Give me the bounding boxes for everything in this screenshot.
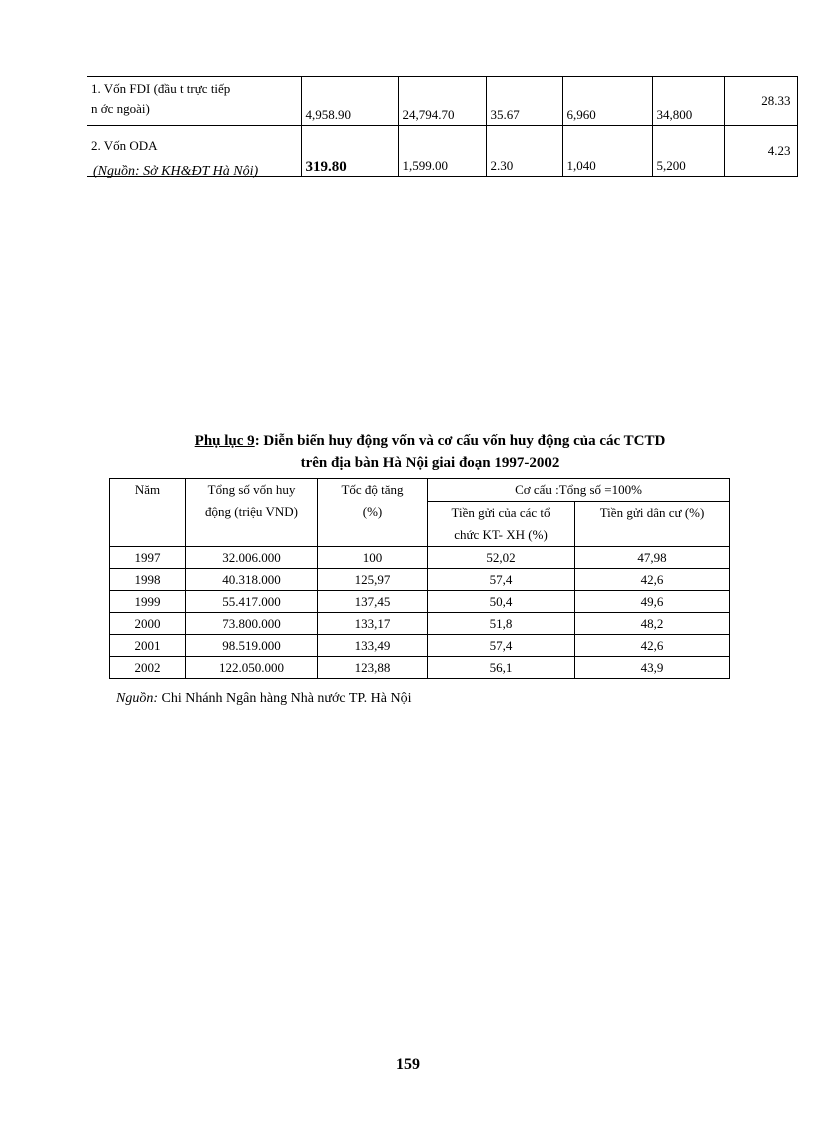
cell-growth: 125,97	[318, 569, 428, 591]
source-note	[116, 691, 411, 707]
cell-year: 2000	[110, 613, 186, 635]
cell-growth: 100	[318, 547, 428, 569]
appendix-label: Phụ lục 9	[194, 433, 255, 449]
cell-resident: 42,6	[575, 569, 730, 591]
table-row	[110, 591, 730, 613]
row-label	[87, 77, 301, 126]
table-cell: 34,800	[652, 77, 724, 126]
table-cell: 1,599.00	[398, 126, 486, 177]
cell-total: 32.006.000	[186, 547, 318, 569]
table-cell: 1,040	[562, 126, 652, 177]
header-line: Tốc độ tăng	[341, 482, 404, 497]
cell-year: 2001	[110, 635, 186, 657]
table-cell: 28.33	[724, 77, 797, 126]
table-row	[110, 547, 730, 569]
row-label: 2. Vốn ODA	[87, 126, 301, 177]
appendix-subtitle: trên địa bàn Hà Nội giai đoạn 1997-2002	[300, 455, 560, 471]
table-cell: 4.23	[724, 126, 797, 177]
cell-org: 57,4	[428, 569, 575, 591]
header-year: Năm	[110, 479, 186, 547]
cell-growth: 133,17	[318, 613, 428, 635]
header-total	[186, 479, 318, 547]
table-row	[110, 657, 730, 679]
capital-table-continuation	[87, 76, 798, 177]
table-row	[87, 77, 797, 126]
cell-total: 122.050.000	[186, 657, 318, 679]
cell-total: 73.800.000	[186, 613, 318, 635]
appendix-title-text: : Diễn biến huy động vốn và cơ cấu vốn huy động của các TCTD	[254, 433, 666, 449]
appendix-title	[100, 430, 760, 452]
table-row	[110, 569, 730, 591]
source-label: Nguồn:	[116, 691, 158, 706]
cell-resident: 48,2	[575, 613, 730, 635]
cell-year: 1999	[110, 591, 186, 613]
row-label-line: 1. Vốn FDI (đầu t trực tiếp	[91, 81, 231, 96]
cell-growth: 137,45	[318, 591, 428, 613]
table-cell: 24,794.70	[398, 77, 486, 126]
header-org-deposits	[428, 502, 575, 547]
cell-growth: 133,49	[318, 635, 428, 657]
header-line: Tiền gửi của các tổ	[451, 505, 551, 520]
table-cell: 2.30	[486, 126, 562, 177]
row-label-line: n ớc ngoài)	[91, 101, 150, 116]
cell-year: 1997	[110, 547, 186, 569]
cell-year: 2002	[110, 657, 186, 679]
table-cell: 6,960	[562, 77, 652, 126]
cell-org: 57,4	[428, 635, 575, 657]
cell-resident: 42,6	[575, 635, 730, 657]
capital-mobilization-table	[109, 478, 730, 679]
table-cell: 319.80	[301, 126, 398, 177]
table-cell: 35.67	[486, 77, 562, 126]
header-structure: Cơ cấu :Tổng số =100%	[428, 479, 730, 502]
cell-total: 40.318.000	[186, 569, 318, 591]
cell-org: 52,02	[428, 547, 575, 569]
page-number: 159	[396, 1056, 420, 1073]
header-growth	[318, 479, 428, 547]
header-resident-deposits: Tiền gửi dân cư (%)	[575, 502, 730, 547]
cell-resident: 47,98	[575, 547, 730, 569]
cell-total: 98.519.000	[186, 635, 318, 657]
cell-year: 1998	[110, 569, 186, 591]
cell-growth: 123,88	[318, 657, 428, 679]
header-line: (%)	[362, 504, 383, 519]
cell-total: 55.417.000	[186, 591, 318, 613]
source-note: (Nguồn: Sở KH&ĐT Hà Nội)	[93, 164, 259, 179]
header-line: chức KT- XH (%)	[454, 527, 548, 542]
header-line: Tổng số vốn huy	[207, 482, 296, 497]
table-cell: 4,958.90	[301, 77, 398, 126]
cell-resident: 49,6	[575, 591, 730, 613]
cell-org: 51,8	[428, 613, 575, 635]
table-cell: 5,200	[652, 126, 724, 177]
table-header-row	[110, 479, 730, 502]
header-line: động (triệu VND)	[205, 504, 298, 519]
cell-org: 50,4	[428, 591, 575, 613]
cell-org: 56,1	[428, 657, 575, 679]
source-text: Chi Nhánh Ngân hàng Nhà nước TP. Hà Nội	[158, 691, 412, 706]
table-row	[110, 635, 730, 657]
table-row	[110, 613, 730, 635]
cell-resident: 43,9	[575, 657, 730, 679]
